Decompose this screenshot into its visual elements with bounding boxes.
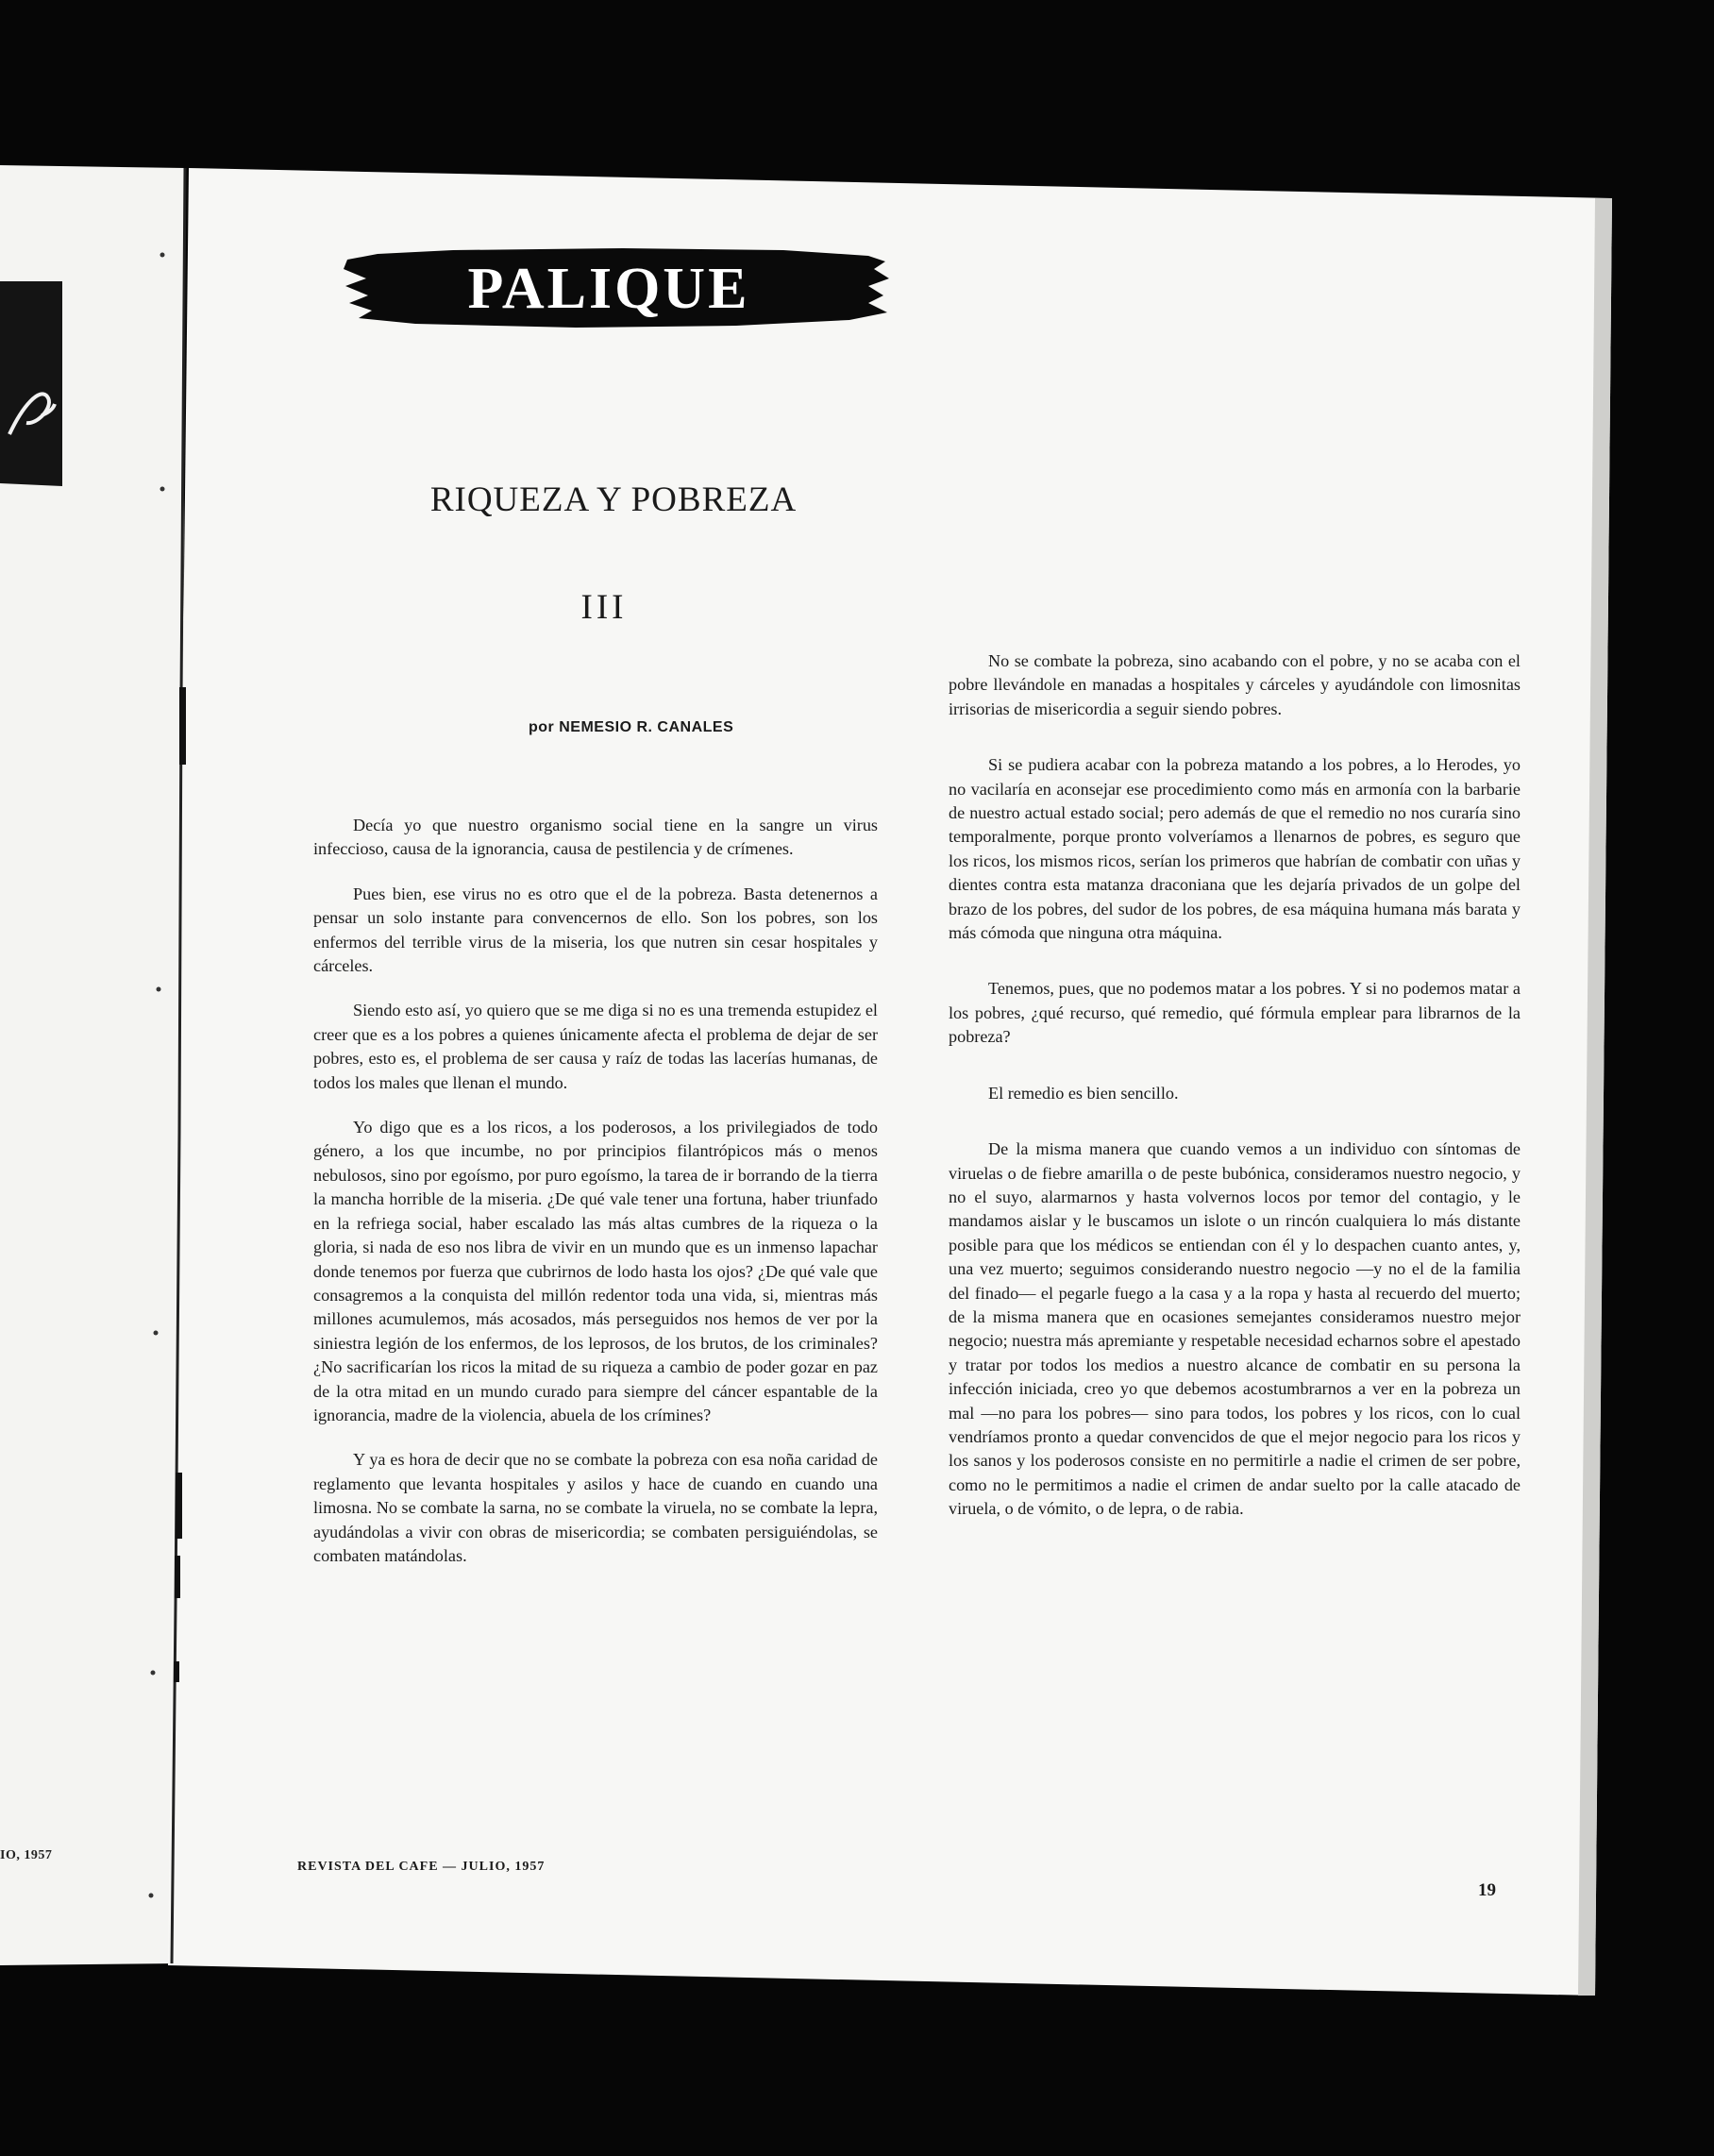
left-page-footer-fragment: IO, 1957 [0, 1848, 53, 1862]
paragraph: Si se pudiera acabar con la pobreza matando a los pobres, a lo Herodes, yo no vacilaría en aconsejar ese procedimiento como más en armonía con la barbarie de nuestro actual estado social; pero además de que el remedio no nos curaría sino temporalmente, porque pronto volveríamos a llenarnos de pobres, es seguro que los ricos, los mismos ricos, serían los primeros que habrían de combatir con uñas y dientes contra esta matanza draconiana que les dejaría privados de un golpe del brazo de los pobres, del sudor de los pobres, de esa máquina humana más barata y más cómoda que ninguna otra máquina. [949, 755, 1521, 943]
article-right-column [949, 649, 1521, 1522]
article-part-number: III [580, 588, 628, 627]
paragraph: Pues bien, ese virus no es otro que el de la pobreza. Basta detenernos a pensar un solo instante para convencernos de ello. Son los pobres, son los enfermos del terrible virus de la miseria, los que nutren sin cesar hospitales y cárceles. [313, 884, 878, 976]
footer-publication: REVISTA DEL CAFE — JULIO, 1957 [297, 1860, 546, 1874]
section-title: PALIQUE [467, 257, 750, 321]
paragraph: Yo digo que es a los ricos, a los poderosos, a los privilegiados de todo género, a los que incumbe, no por principios filantrópicos más o menos nebulosos, sino por egoísmo, por puro egoísmo, la tarea de ir borrando de la tierra la mancha horrible de la miseria. ¿De qué vale tener una fortuna, haber triunfado en la refriega social, haber escalado las más altas cumbres de la riqueza o la gloria, si nada de eso nos libra de vivir en un mundo que es un inmenso lapachar donde tenemos por fuerza que cubrirnos de lodo hasta los ojos? ¿De qué vale que consagremos a la conquista del millón redentor toda una vida, si, mientras más millones acumulemos, más acosados, más perseguidos nos hemos de ver por la siniestra legión de los enfermos, de los leprosos, de los brutos, de los criminales? ¿No sacrificarían los ricos la mitad de su riqueza a cambio de poder gozar en paz de la otra mitad en un mundo curado para siempre del cáncer espantable de la ignorancia, madre de la violencia, abuela de los crímines? [313, 1118, 878, 1424]
paragraph: Decía yo que nuestro organismo social tiene en la sangre un virus infeccioso, causa de la ignorancia, causa de pestilencia y de crímenes. [313, 816, 878, 859]
paragraph: Tenemos, pues, que no podemos matar a los pobres. Y si no podemos matar a los pobres, ¿qué recurso, qué remedio, qué fórmula emplear para librarnos de la pobreza? [949, 979, 1521, 1047]
byline: por NEMESIO R. CANALES [529, 719, 734, 735]
paragraph: Y ya es hora de decir que no se combate la pobreza con esa noña caridad de reglamento que levanta hospitales y asilos y hace de cuando en cuando una limosna. No se combate la sarna, no se combate la viruela, no se combate la lepra, ayudándolas a vivir con obras de misericordia; se combaten persiguiéndolas, se combaten matándolas. [313, 1450, 878, 1565]
page-number: 19 [1478, 1880, 1496, 1900]
left-page-black-box [0, 281, 62, 486]
paragraph: De la misma manera que cuando vemos a un individuo con síntomas de viruelas o de fiebre amarilla o de peste bubónica, consideramos nuestro negocio, y no el suyo, alarmarnos y hasta volvernos locos por temor del contagio, y le mandamos aislar y le buscamos un islote o un rincón cualquiera lo más distante posible para que los médicos se entiendan con él y lo despachen cuanto antes, y, una vez muerto; seguimos considerando nuestro negocio —y no el de la familia del finado— el pegarle fuego a la casa y a la ropa y hasta al recuerdo del muerto; de la misma manera que en ocasiones semejantes consideramos nuestro mejor negocio; nuestra más apremiante y respetable necesidad echarnos sobre el apestado y tratar por todos los medios a nuestro alcance de combatir en su persona la infección iniciada, creo yo que debemos acostumbrarnos a ver en la pobreza un mal —no para los pobres— sino para todos, los pobres y los ricos, con lo cual vendríamos pronto a quedar convencidos de que el mejor negocio para los ricos y los sanos y los poderosos consiste en no permitirle a nadie el crimen de ser pobre, como no le permitimos a nadie el crimen de andar suelto por la calle atacado de viruela, o de vómito, o de lepra, o de rabia. [949, 1139, 1521, 1519]
paragraph: El remedio es bien sencillo. [988, 1083, 1179, 1103]
paragraph: Siendo esto así, yo quiero que se me diga si no es una tremenda estupidez el creer que es a los pobres a quienes únicamente afecta el problema de dejar de ser pobres, esto es, el problema de ser causa y raíz de todas las lacerías humanas, de todos los males que llenan el mundo. [313, 1001, 878, 1092]
paragraph: No se combate la pobreza, sino acabando con el pobre, y no se acaba con el pobre llevándole en manadas a hospitales y cárceles y ayudándole con limosnitas irrisorias de misericordia a seguir siendo pobres. [949, 651, 1521, 718]
article-title: RIQUEZA Y POBREZA [429, 480, 798, 519]
article-left-column [313, 814, 878, 1568]
